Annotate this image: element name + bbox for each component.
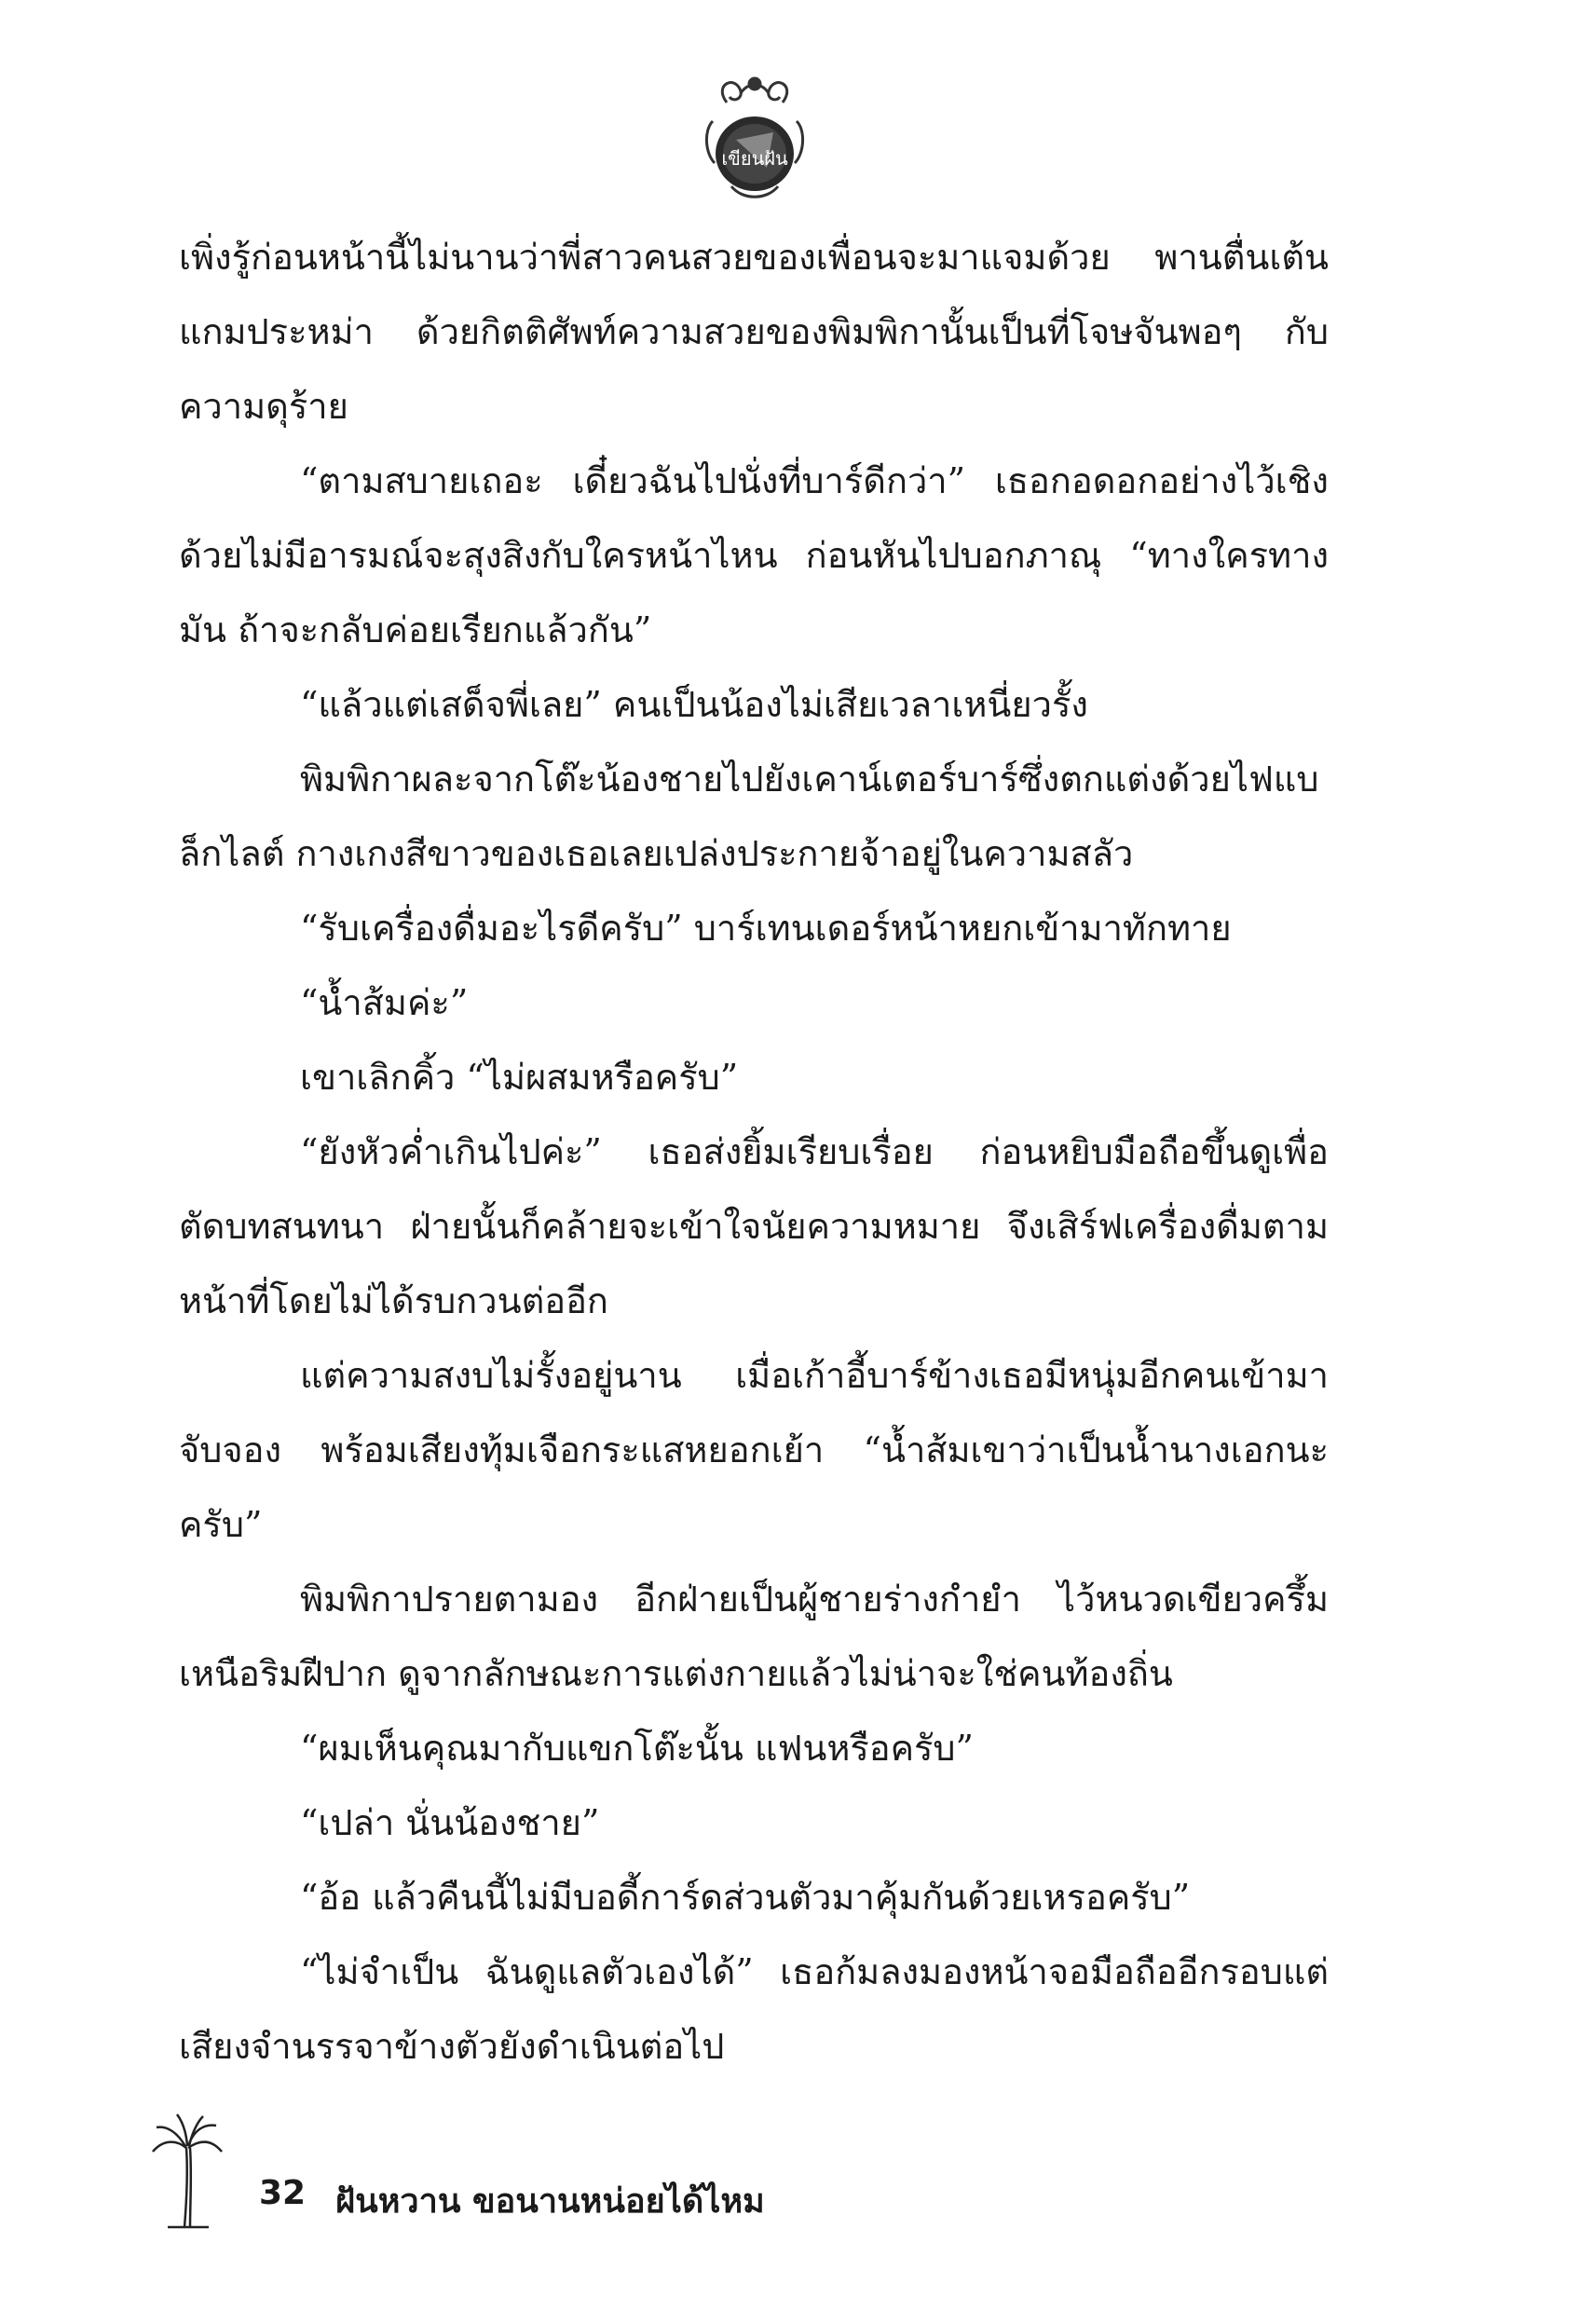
paragraph: แต่ความสงบไม่รั้งอยู่นาน เมื่อเก้าอี้บาร์ข้างเธอมีหนุ่มอีกคนเข้ามาจับจอง พร้อมเสียงทุ้มเจือกระแสหยอกเย้า “น้ำส้มเขาว่าเป็นน้ำนางเอกนะครับ” [179,1355,1329,1545]
paragraph: “รับเครื่องดื่มอะไรดีครับ” บาร์เทนเดอร์หน้าหยกเข้ามาทักทาย [300,908,1232,949]
paragraph: พิมพิกาผละจากโต๊ะน้องชายไปยังเคาน์เตอร์บาร์ซึ่งตกแต่งด้วยไฟแบล็กไลต์ กางเกงสีขาวของเธอเลยเปล่งประกายจ้าอยู่ในความสลัว [179,759,1319,874]
paragraph: “อ้อ แล้วคืนนี้ไม่มีบอดี้การ์ดส่วนตัวมาคุ้มกันด้วยเหรอครับ” [300,1877,1191,1918]
paragraph: “ไม่จำเป็น ฉันดูแลตัวเองได้” เธอก้มลงมองหน้าจอมือถืออีกรอบแต่เสียงจำนรรจาข้างตัวยังดำเนินต่อไป [179,1951,1329,2067]
paragraph: เพิ่งรู้ก่อนหน้านี้ไม่นานว่าพี่สาวคนสวยของเพื่อนจะมาแจมด้วย พานตื่นเต้นแกมประหม่า ด้วยกิตติศัพท์ความสวยของพิมพิกานั้นเป็นที่โจษจันพอๆ กับความดุร้าย [179,237,1329,427]
header-emblem [685,65,825,214]
paragraph: พิมพิกาปรายตามอง อีกฝ่ายเป็นผู้ชายร่างกำยำ ไว้หนวดเขียวครึ้มเหนือริมฝีปาก ดูจากลักษณะการแต่งกายแล้วไม่น่าจะใช่คนท้องถิ่น [179,1579,1329,1694]
paragraph: เขาเลิกคิ้ว “ไม่ผสมหรือครับ” [300,1057,739,1098]
paragraph: “เปล่า นั่นน้องชาย” [300,1802,600,1843]
book-title: ฝันหวาน ขอนานหน่อยได้ไหม [335,2182,765,2221]
page-number: 32 [259,2174,307,2212]
paragraph: “ตามสบายเถอะ เดี๋ยวฉันไปนั่งที่บาร์ดีกว่า” เธอกอดอกอย่างไว้เชิง ด้วยไม่มีอารมณ์จะสุงสิงกับใครหน้าไหน ก่อนหันไปบอกภาณุ “ทางใครทางมัน ถ้าจะกลับค่อยเรียกแล้วกัน” [179,460,1329,650]
emblem-label: เขียนฝัน [721,147,788,170]
paragraph: “น้ำส้มค่ะ” [300,982,469,1023]
paragraph: “แล้วแต่เสด็จพี่เลย” คนเป็นน้องไม่เสียเวลาเหนี่ยวรั้ง [300,684,1088,725]
paragraph: “ยังหัวค่ำเกินไปค่ะ” เธอส่งยิ้มเรียบเรื่อย ก่อนหยิบมือถือขึ้นดูเพื่อตัดบทสนทนา ฝ่ายนั้นก็คล้ายจะเข้าใจนัยความหมาย จึงเสิร์ฟเครื่องดื่มตามหน้าที่โดยไม่ได้รบกวนต่ออีก [179,1131,1329,1321]
palm-tree-icon [149,2111,224,2232]
ornament-crest-icon [685,65,825,214]
story-text [179,220,1329,2084]
paragraph: “ผมเห็นคุณมากับแขกโต๊ะนั้น แฟนหรือครับ” [300,1728,974,1769]
page-footer [149,2111,988,2241]
